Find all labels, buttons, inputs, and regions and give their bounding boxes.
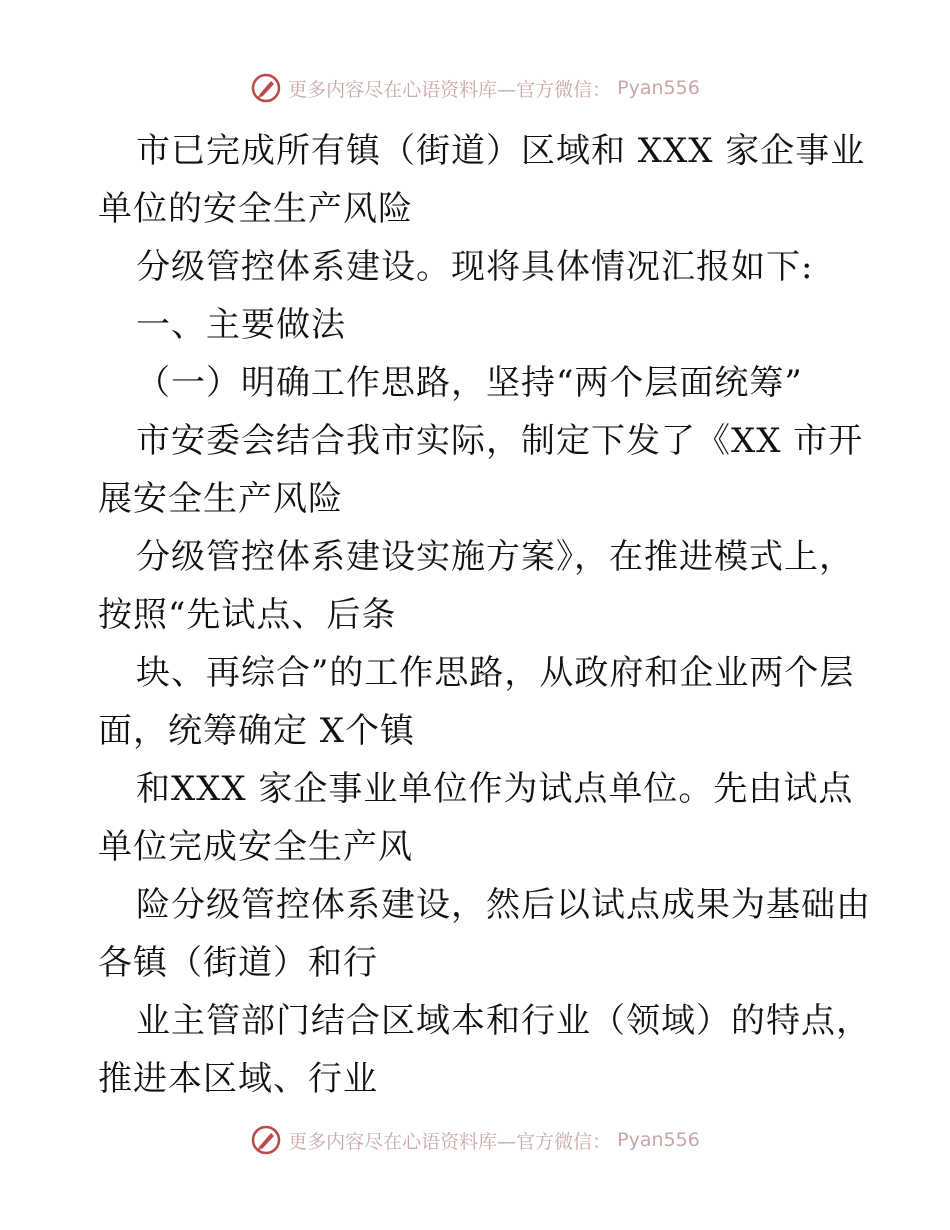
document-body (98, 122, 871, 1108)
body-line: 块、再综合”的工作思路，从政府和企业两个层 (136, 653, 855, 693)
subsection-heading: （一）明确工作思路，坚持“两个层面统筹” (136, 363, 803, 403)
footer-watermark (0, 1124, 950, 1156)
section-heading: 一、主要做法 (136, 305, 346, 345)
watermark-wechat-id: Pyan556 (617, 77, 700, 99)
body-line: 分级管控体系建设。现将具体情况汇报如下: (136, 247, 814, 287)
body-line: 险分级管控体系建设，然后以试点成果为基础由 (136, 885, 871, 925)
watermark-text: 更多内容尽在心语资料库—官方微信： (288, 1130, 612, 1153)
body-line: 分级管控体系建设实施方案》，在推进模式上， (136, 537, 854, 577)
pen-logo-icon (250, 72, 282, 104)
body-line: 各镇（街道）和行 (98, 943, 378, 983)
body-line: 面，统筹确定 X个镇 (98, 711, 416, 751)
body-line: 市安委会结合我市实际，制定下发了《XX 市开 (136, 421, 864, 461)
pen-logo-icon (250, 1124, 282, 1156)
body-line: 和XXX 家企事业单位作为试点单位。先由试点 (136, 769, 854, 809)
body-line: 单位完成安全生产风 (98, 827, 413, 867)
body-line: 单位的安全生产风险 (98, 189, 413, 229)
header-watermark (0, 72, 950, 104)
body-line: 按照“先试点、后条 (98, 595, 397, 635)
body-line: 市已完成所有镇（街道）区域和 XXX 家企事业 (136, 131, 866, 171)
watermark-wechat-id: Pyan556 (617, 1129, 700, 1151)
body-line: 推进本区域、行业 (98, 1059, 378, 1099)
body-line: 展安全生产风险 (98, 479, 343, 519)
body-line: 业主管部门结合区域本和行业（领域）的特点， (136, 1001, 871, 1041)
watermark-text: 更多内容尽在心语资料库—官方微信： (288, 78, 612, 101)
